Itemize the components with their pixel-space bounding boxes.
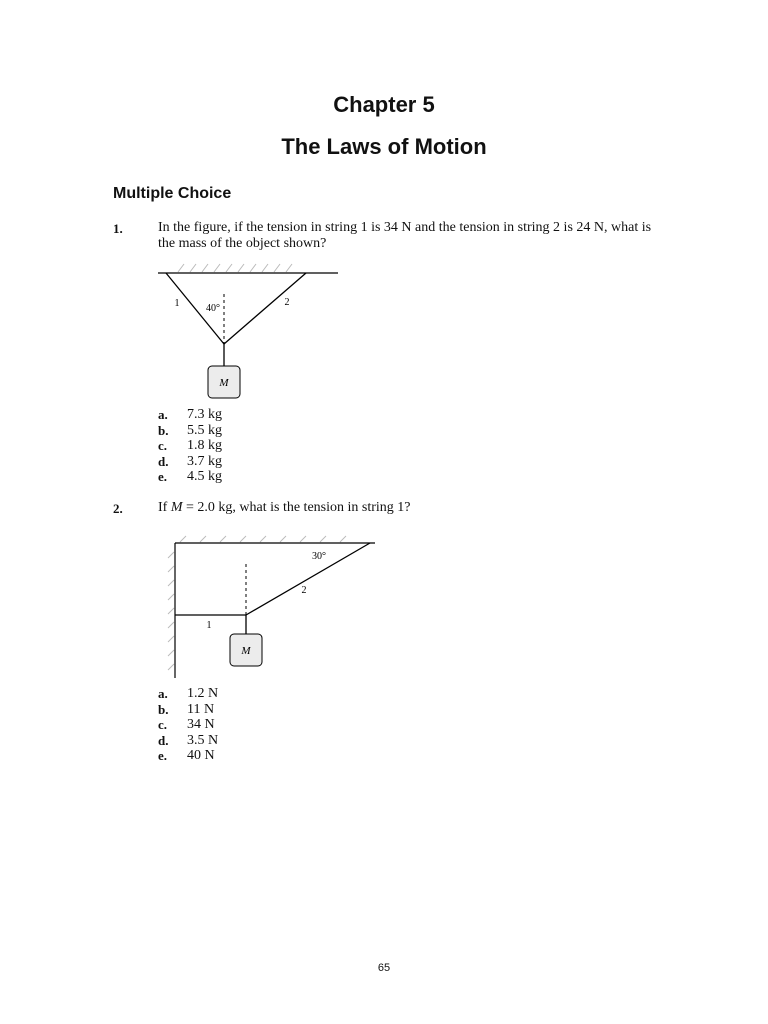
string-2-label: 2 xyxy=(301,585,307,596)
angle-label: 30° xyxy=(312,551,326,562)
question-2-text: If M = 2.0 kg, what is the tension in string 1? xyxy=(158,500,411,515)
string-1-label: 1 xyxy=(174,298,180,309)
choice-1b[interactable]: b. 5.5 kg xyxy=(158,422,222,438)
string-2-line xyxy=(224,273,306,344)
question-1-figure xyxy=(150,258,350,406)
choice-2a[interactable]: a. 1.2 N xyxy=(158,686,219,701)
choice-2e[interactable]: e. 40 N xyxy=(158,748,215,763)
choice-1e[interactable]: e. 4.5 kg xyxy=(158,469,222,484)
chapter-heading: Chapter 5 xyxy=(333,92,435,117)
question-1-text: In the figure, if the tension in string 1 is 34 N and the tension in string 2 is 24 N, what is the mass of the object shown? xyxy=(158,220,652,251)
mass-label: M xyxy=(241,645,251,657)
question-2-number: 2. xyxy=(113,501,123,516)
question-1-choices xyxy=(158,407,222,485)
string-2-label: 2 xyxy=(284,297,290,308)
choice-1a[interactable]: a. 7.3 kg xyxy=(158,407,222,422)
choice-2c[interactable]: c. 34 N xyxy=(158,717,215,732)
section-heading: Multiple Choice xyxy=(113,185,232,202)
string-2-line xyxy=(246,543,370,615)
question-2-choices xyxy=(158,686,218,764)
choice-2b[interactable]: b. 11 N xyxy=(158,701,215,717)
page-number: 65 xyxy=(377,962,391,974)
question-2-figure xyxy=(150,528,390,683)
angle-label: 40° xyxy=(206,303,220,314)
string-1-label: 1 xyxy=(206,620,212,631)
mass-label: M xyxy=(219,377,229,389)
chapter-title: The Laws of Motion xyxy=(281,134,487,159)
choice-2d[interactable]: d. 3.5 N xyxy=(158,732,219,748)
ceiling-hatching xyxy=(178,264,292,272)
choice-1c[interactable]: c. 1.8 kg xyxy=(158,438,222,453)
choice-1d[interactable]: d. 3.7 kg xyxy=(158,453,222,469)
question-1-number: 1. xyxy=(113,221,123,236)
